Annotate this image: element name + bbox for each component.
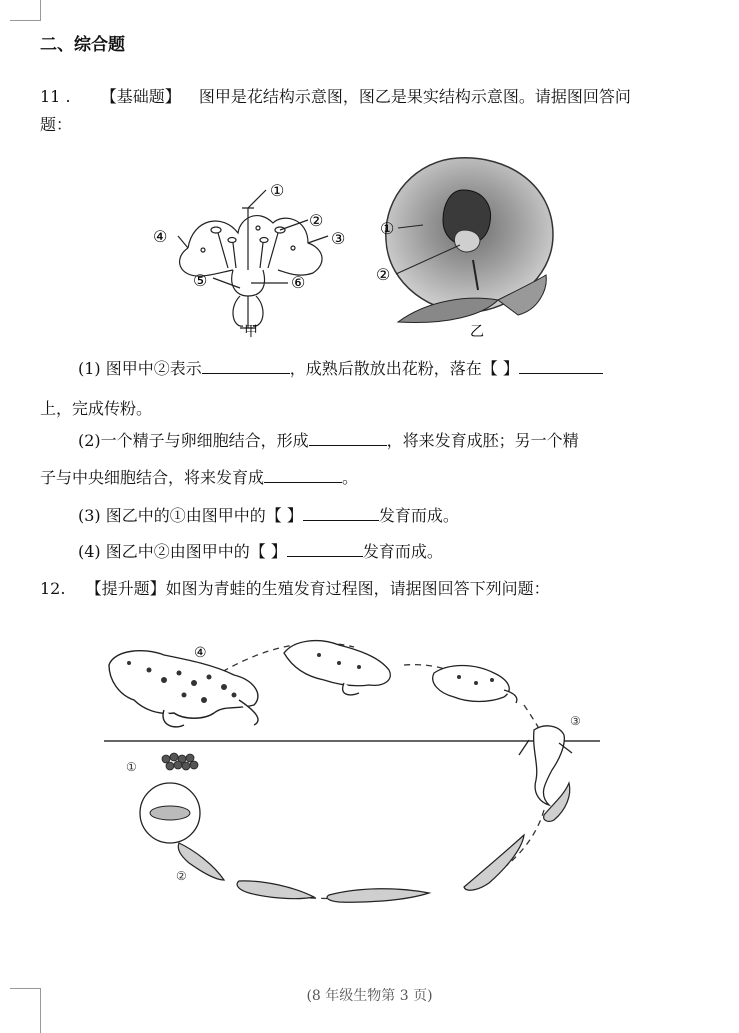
- flower-marker-1: ①: [270, 181, 285, 200]
- page-corner-top: [10, 0, 41, 21]
- question-tag: 【基础题】: [100, 87, 181, 106]
- question-number: 11 .: [40, 87, 71, 106]
- frog-marker-1: ①: [126, 760, 137, 774]
- answer-blank[interactable]: [264, 468, 342, 483]
- frog-marker-3: ③: [570, 714, 581, 728]
- frog-marker-4: ④: [194, 645, 207, 661]
- question-12-header: [40, 576, 550, 599]
- figure-label-yi: 乙: [470, 324, 484, 340]
- sub-question-2: (2)一个精子与卵细胞结合，形成 ，将来发育成胚；另一个精: [78, 431, 579, 450]
- question-stem-continued: 题：: [40, 115, 73, 134]
- flower-marker-2: ②: [309, 211, 324, 230]
- answer-blank[interactable]: [309, 431, 387, 446]
- question-number: 12.: [40, 579, 66, 598]
- question-stem: 如图为青蛙的生殖发育过程图，请据图回答下列问题：: [165, 579, 550, 598]
- figure-label-jia: 甲: [244, 324, 258, 340]
- flower-marker-6: ⑥: [291, 273, 306, 292]
- flower-diagram: [148, 178, 368, 358]
- answer-blank[interactable]: [287, 542, 363, 557]
- flower-marker-3: ③: [331, 229, 346, 248]
- fruit-marker-2: ②: [376, 265, 391, 284]
- sub-question-3: (3) 图乙中的①由图甲中的【 】 发育而成。: [78, 506, 459, 525]
- frog-marker-2: ②: [176, 869, 187, 883]
- flower-marker-4: ④: [153, 227, 168, 246]
- answer-blank[interactable]: [519, 359, 603, 374]
- question-stem: 图甲是花结构示意图，图乙是果实结构示意图。请据图回答问: [198, 87, 631, 106]
- sub-question-4: (4) 图乙中②由图甲中的【 】 发育而成。: [78, 542, 443, 561]
- answer-blank[interactable]: [303, 506, 379, 521]
- fruit-marker-1: ①: [380, 219, 395, 238]
- section-title: 二、综合题: [40, 35, 125, 55]
- page-footer: (8 年级生物第 3 页): [306, 988, 433, 1004]
- answer-blank[interactable]: [202, 359, 290, 374]
- sub-question-2-continued: 子与中央细胞结合，将来发育成 。: [40, 468, 359, 487]
- flower-marker-5: ⑤: [193, 271, 208, 290]
- question-tag: 【提升题】: [85, 579, 166, 598]
- question-11-header: [40, 82, 631, 112]
- fruit-diagram: [368, 150, 568, 340]
- frog-lifecycle-diagram: [104, 625, 604, 915]
- sub-question-1: (1) 图甲中②表示 ，成熟后散放出花粉，落在【 】: [78, 356, 603, 379]
- sub-question-1-continued: 上，完成传粉。: [40, 399, 153, 418]
